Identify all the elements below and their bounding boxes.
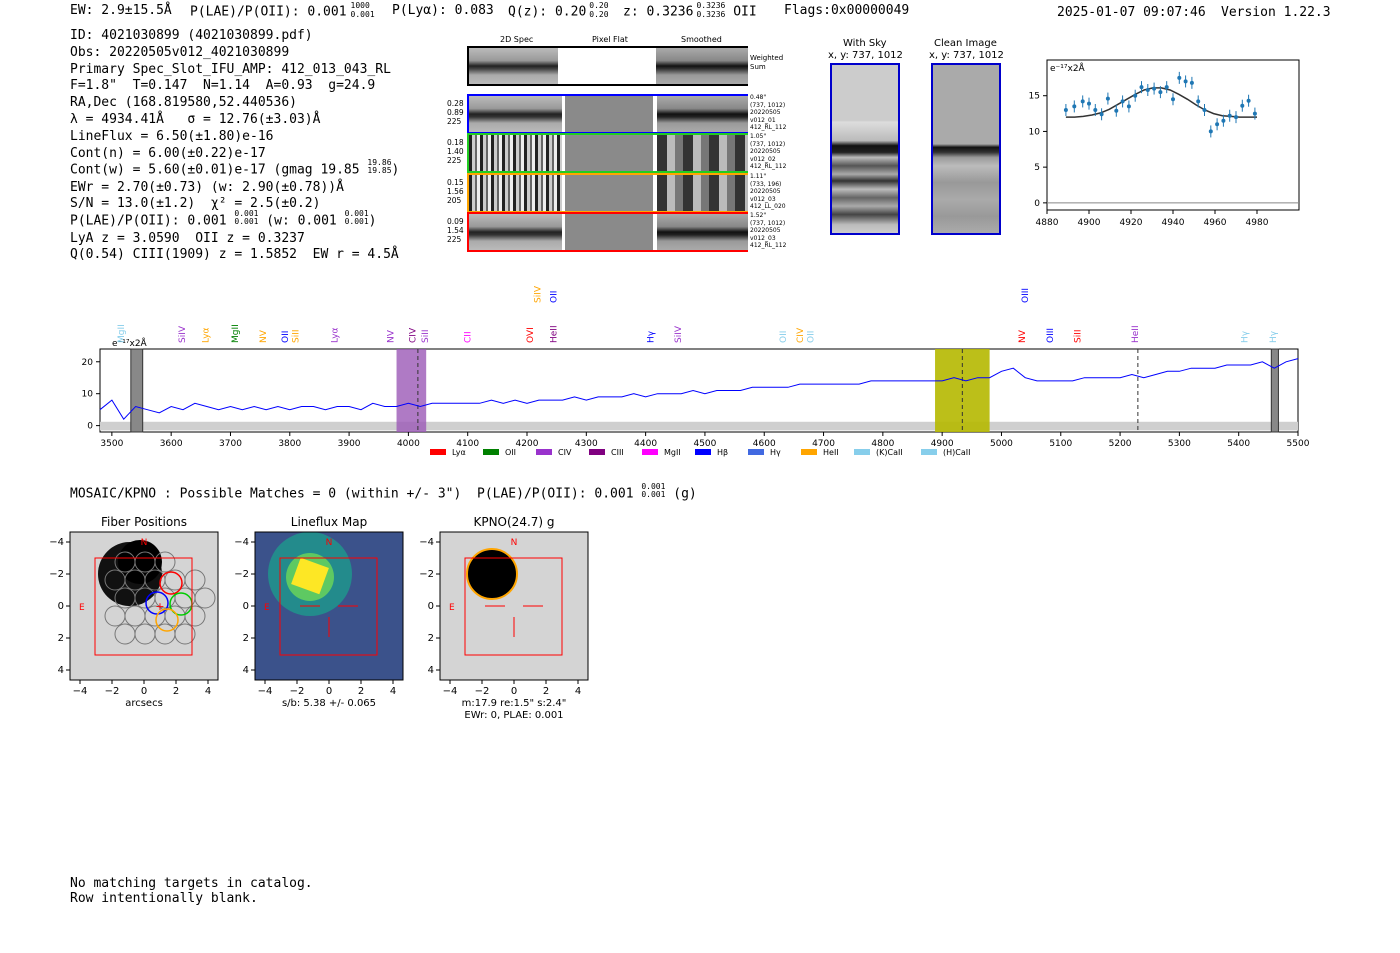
emission-line-label: Lyα [201, 327, 212, 343]
emission-line-label: SiII [1073, 329, 1084, 343]
stamp-title: Lineflux Map [290, 515, 368, 529]
stamp-y-tick-label: −2 [419, 569, 434, 580]
header-z-lo: 0.3236 [696, 10, 726, 19]
footer-line-1: No matching targets in catalog. [70, 876, 313, 891]
info-id: ID: 4021030899 (4021030899.pdf) [70, 28, 313, 43]
spectrum-x-tick-label: 5500 [1286, 439, 1310, 449]
zoom-data-point [1106, 97, 1110, 101]
emission-line-label: OII [549, 290, 560, 303]
stamp-y-tick-label: −4 [419, 537, 434, 548]
zoom-y-tick-label: 0 [1034, 198, 1040, 209]
header-qz-lo: 0.20 [589, 10, 609, 19]
header-ew: EW: 2.9±15.5Å [70, 3, 172, 18]
emission-line-label: SiIV [533, 285, 544, 303]
info-contn: Cont(n) = 6.00(±0.22)e-17 [70, 145, 266, 161]
zoom-data-point [1190, 81, 1194, 85]
legend-label: Hβ [717, 448, 729, 457]
spectrum-highlight-band [397, 349, 427, 432]
stamp-x-tick-label: −2 [474, 686, 490, 697]
emission-line-label: Hγ [1240, 330, 1251, 343]
header-flags: Flags:0x00000049 [784, 3, 910, 18]
stamp-background [440, 532, 588, 680]
matches-hi: 0.001 [641, 482, 666, 491]
legend-swatch [536, 449, 552, 455]
zoom-y-tick-label: 15 [1028, 91, 1040, 102]
stamp-y-tick-label: 4 [242, 665, 249, 676]
info-plae-w: (w: 0.001 [266, 213, 337, 229]
matches-line [70, 482, 697, 502]
legend-swatch [589, 449, 605, 455]
spectrum-x-tick-label: 3600 [159, 439, 183, 449]
center-plus: + [155, 600, 165, 613]
legend-swatch [642, 449, 658, 455]
stamp-xlabel: arcsecs [125, 698, 163, 709]
emission-line-label: OII [281, 330, 291, 343]
legend-swatch [430, 449, 446, 455]
spectrum-x-tick-label: 5000 [990, 439, 1013, 449]
north-label: N [140, 538, 148, 548]
stamp-title: KPNO(24.7) g [473, 515, 555, 529]
header-z-hi: 0.3236 [696, 1, 726, 10]
info-sn: S/N = 13.0(±1.2) χ² = 2.5(±0.2) [70, 196, 321, 212]
matches-text: MOSAIC/KPNO : Possible Matches = 0 (within +/- 3") P(LAE)/P(OII): 0.001 [70, 486, 634, 502]
legend-label: CIV [558, 448, 572, 457]
zoom-data-point [1234, 115, 1238, 119]
zoom-data-point [1184, 79, 1188, 83]
clean-image-title: Clean Image [934, 38, 997, 49]
spectrum-x-tick-label: 4800 [871, 439, 895, 449]
info-plae-w-hi: 0.001 [344, 209, 369, 219]
zoom-y-tick-label: 10 [1028, 127, 1040, 138]
info-block [70, 28, 399, 264]
spectrum-x-tick-label: 4000 [396, 439, 420, 449]
zoom-data-point [1228, 114, 1232, 118]
header-z-text: z: 0.3236 [623, 4, 694, 20]
north-label: N [325, 538, 333, 548]
legend-swatch [921, 449, 937, 455]
stamp-x-tick-label: 2 [542, 686, 550, 697]
zoom-data-point [1146, 88, 1150, 92]
emission-line-label: HeII [1130, 325, 1141, 343]
emission-line-label: MgII [116, 324, 127, 343]
emission-line-label: SiII [291, 329, 302, 343]
col-2d-spec: 2D Spec [500, 35, 534, 44]
stamp-y-tick-label: 0 [427, 601, 434, 612]
info-lineflux: LineFlux = 6.50(±1.80)e-16 [70, 128, 274, 144]
exposure-metadata: 0.48" (737, 1012) 20220505 v012_01 412_RL_112 [750, 94, 787, 131]
stamp-x-tick-label: −4 [72, 686, 88, 697]
zoom-x-tick-label: 4960 [1203, 218, 1227, 228]
zoom-data-point [1171, 97, 1175, 101]
exposure-values: 0.28 0.89 225 [447, 99, 464, 126]
exposure-2d-cell [469, 214, 562, 250]
zoom-data-point [1064, 108, 1068, 112]
stamp-y-tick-label: 4 [57, 665, 64, 676]
spectrum-x-tick-label: 3500 [100, 439, 124, 449]
spectrum-x-tick-label: 5100 [1049, 439, 1073, 449]
emission-line-label: HeII [549, 325, 560, 343]
legend-swatch [748, 449, 764, 455]
spectrum-x-tick-label: 4300 [574, 439, 598, 449]
zoom-data-point [1152, 87, 1156, 91]
exposure-values: 0.18 1.40 225 [447, 138, 464, 165]
info-primary: Primary Spec_Slot_IFU_AMP: 412_013_043_RL [70, 61, 391, 77]
source-blob [467, 549, 517, 599]
emission-line-label: CIV [408, 327, 419, 343]
zoom-unit-label: e⁻¹⁷x2Å [1050, 64, 1085, 74]
stamp-x-tick-label: 4 [574, 686, 582, 697]
stamp-x-tick-label: −4 [257, 686, 273, 697]
with-sky-title: With Sky [843, 38, 887, 49]
emission-line-label: SiIV [177, 325, 188, 343]
exposure-flat-cell [565, 135, 653, 171]
exposure-2d-cell [469, 175, 562, 211]
stamp-y-tick-label: 2 [242, 633, 249, 644]
exposure-values: 0.15 1.56 205 [447, 178, 464, 205]
stamp-xlabel-2: EWr: 0, PLAE: 0.001 [464, 710, 564, 721]
stamp-y-tick-label: −4 [234, 537, 249, 548]
stamp-x-tick-label: 0 [510, 686, 518, 697]
spectrum-x-tick-label: 3700 [219, 439, 242, 449]
zoom-data-point [1121, 99, 1125, 103]
spectrum-y-tick-label: 20 [81, 357, 93, 368]
weighted-sum-label: Weighted Sum [750, 54, 784, 71]
spectrum-x-tick-label: 5200 [1108, 439, 1132, 449]
zoom-x-tick-label: 4900 [1077, 218, 1101, 228]
matches-lo: 0.001 [641, 490, 666, 499]
legend-label: CIII [611, 448, 624, 457]
east-label: E [264, 603, 270, 613]
info-plae-lo: 0.001 [234, 217, 259, 227]
emission-line-label: Hγ [646, 330, 657, 343]
stamp-y-tick-label: 0 [57, 601, 64, 612]
stamp-y-tick-label: 2 [427, 633, 434, 644]
stamp-xlabel: s/b: 5.38 +/- 0.065 [281, 698, 377, 709]
stamp-y-tick-label: 4 [427, 665, 434, 676]
spectrum-masked-region [131, 349, 143, 432]
info-plae-w-lo: 0.001 [344, 217, 369, 227]
weighted-2d-cell [469, 48, 558, 84]
info-contw-hi: 19.86 [367, 158, 392, 168]
exposure-values: 0.09 1.54 225 [447, 217, 464, 244]
zoom-data-point [1087, 102, 1091, 106]
info-lambda: λ = 4934.41Å σ = 12.76(±3.03)Å [70, 111, 321, 127]
spectrum-y-tick-label: 10 [81, 389, 93, 400]
stamp-panel [419, 515, 588, 721]
legend-label: Hγ [770, 448, 781, 457]
emission-line-label: Hγ [1269, 330, 1280, 343]
emission-line-label: OVI [526, 327, 536, 343]
zoom-data-point [1177, 76, 1181, 80]
stamp-x-tick-label: −4 [442, 686, 458, 697]
emission-line-label: NV [259, 330, 270, 343]
info-ciii: Q(0.54) CIII(1909) z = 1.5852 EW r = 4.5Å [70, 247, 399, 263]
stamp-panel [49, 515, 218, 709]
info-contw-lo: 19.85 [367, 166, 392, 176]
info-fwhm: F=1.8" T=0.147 N=1.14 A=0.93 g=24.9 [70, 78, 376, 94]
zoom-data-point [1140, 85, 1144, 89]
zoom-data-point [1196, 99, 1200, 103]
info-ewr: EWr = 2.70(±0.73) (w: 2.90(±0.78))Å [70, 179, 344, 195]
spectrum-x-tick-label: 4100 [456, 439, 480, 449]
zoom-data-point [1209, 129, 1213, 133]
spectrum-unit-label: e⁻¹⁷x2Å [112, 339, 147, 349]
east-label: E [449, 603, 455, 613]
with-sky-xy: x, y: 737, 1012 [828, 50, 903, 61]
stamp-x-tick-label: −2 [104, 686, 120, 697]
zoom-data-point [1253, 112, 1257, 116]
legend-swatch [695, 449, 711, 455]
header-timestamp: 2025-01-07 09:07:46 [1057, 5, 1206, 20]
stamp-x-tick-label: 4 [389, 686, 397, 697]
emission-line-label: NV [1018, 330, 1029, 343]
exposure-strip [467, 212, 748, 252]
legend-label: OII [505, 448, 517, 457]
spectrum-x-tick-label: 4600 [752, 439, 776, 449]
col-pixel-flat: Pixel Flat [592, 35, 628, 44]
clean-image [931, 63, 1001, 235]
header-qz [508, 3, 609, 21]
footer-line-2: Row intentionally blank. [70, 891, 258, 906]
stamp-y-tick-label: 0 [242, 601, 249, 612]
zoom-data-point [1215, 122, 1219, 126]
exposure-flat-cell [565, 96, 653, 132]
spectrum-x-tick-label: 4200 [515, 439, 539, 449]
legend-swatch [854, 449, 870, 455]
legend-label: MgII [664, 448, 681, 457]
emission-line-label: OIII [1021, 287, 1032, 303]
info-plae: P(LAE)/P(OII): 0.001 0.001 0.001 (w: 0.001 0.001 0.001 ) [70, 209, 377, 229]
header-plya: P(Lyα): 0.083 [392, 3, 494, 18]
exposure-strip [467, 173, 748, 213]
info-contw-text: Cont(w) = 5.60(±0.01)e-17 (gmag 19.85 [70, 162, 360, 178]
exposure-flat-cell [565, 214, 653, 250]
exposure-2d-cell [469, 96, 562, 132]
header-plae [190, 3, 375, 21]
legend-label: (K)CaII [876, 448, 903, 457]
zoom-data-point [1100, 112, 1104, 116]
emission-line-label: SiII [421, 329, 431, 343]
stamp-y-tick-label: −2 [234, 569, 249, 580]
col-smoothed: Smoothed [681, 35, 722, 44]
zoom-x-tick-label: 4980 [1245, 218, 1269, 228]
exposure-flat-cell [565, 175, 653, 211]
spectrum-x-tick-label: 5400 [1227, 439, 1251, 449]
exposure-smooth-cell [657, 96, 748, 132]
full-spectrum-chart [70, 275, 1320, 465]
zoom-data-point [1127, 104, 1131, 108]
header-plae-hi: 1000 [350, 1, 370, 10]
exposure-strip [467, 94, 748, 134]
spectrum-masked-region [1271, 349, 1278, 432]
zoom-x-tick-label: 4920 [1119, 218, 1143, 228]
spectrum-plot-frame [100, 349, 1298, 432]
stamp-y-tick-label: −4 [49, 537, 64, 548]
exposure-metadata: 1.11" (733, 196) 20220505 v012_03 412_LL_020 [750, 173, 786, 210]
spectrum-x-tick-label: 3900 [337, 439, 361, 449]
header-qz-hi: 0.20 [589, 1, 609, 10]
info-lya-z: LyA z = 3.0590 OII z = 0.3237 [70, 230, 305, 246]
zoom-data-point [1158, 90, 1162, 94]
exposure-smooth-cell [657, 135, 748, 171]
with-sky-image [830, 63, 900, 235]
imaging-stamps [50, 510, 610, 725]
stamp-x-tick-label: 0 [325, 686, 333, 697]
emission-line-label: NV [386, 330, 397, 343]
zoom-data-point [1072, 104, 1076, 108]
stamp-x-tick-label: 0 [140, 686, 148, 697]
zoom-data-point [1133, 94, 1137, 98]
weighted-sum-strip [467, 46, 748, 86]
header-version: Version 1.22.3 [1221, 5, 1331, 20]
stamp-x-tick-label: 4 [204, 686, 212, 697]
exposure-metadata: 1.52" (737, 1012) 20220505 v012_03 412_RL_112 [750, 212, 787, 249]
north-label: N [510, 538, 518, 548]
zoom-data-point [1203, 108, 1207, 112]
zoom-data-point [1240, 104, 1244, 108]
stamp-title: Fiber Positions [100, 515, 188, 529]
emission-line-label: MgII [231, 324, 242, 343]
header-z-line: OII [733, 4, 757, 20]
exposure-2d-cell [469, 135, 562, 171]
stamp-x-tick-label: 2 [357, 686, 365, 697]
emission-line-label: OII [806, 330, 817, 343]
spectrum-x-tick-label: 4700 [812, 439, 835, 449]
header-plae-lo: 0.001 [350, 10, 375, 19]
info-radec: RA,Dec (168.819580,52.440536) [70, 95, 297, 111]
stamp-y-tick-label: 2 [57, 633, 64, 644]
zoom-data-point [1247, 99, 1251, 103]
zoom-y-tick-label: 5 [1034, 163, 1040, 174]
zoom-fit-chart [1030, 55, 1340, 230]
stamp-xlabel: m:17.9 re:1.5" s:2.4" [461, 698, 567, 709]
spectrum-x-tick-label: 4500 [693, 439, 717, 449]
matches-suffix: (g) [673, 486, 697, 502]
stamp-x-tick-label: −2 [289, 686, 305, 697]
emission-line-label: Lyα [330, 327, 341, 343]
weighted-smooth-cell [656, 48, 748, 84]
zoom-data-point [1165, 85, 1169, 89]
zoom-x-tick-label: 4940 [1161, 218, 1185, 228]
spectrum-x-tick-label: 5300 [1167, 439, 1191, 449]
zoom-plot-frame [1047, 60, 1299, 210]
stamp-x-tick-label: 2 [172, 686, 180, 697]
header-z [623, 3, 757, 21]
exposure-smooth-cell [657, 214, 748, 250]
info-plae-hi: 0.001 [234, 209, 259, 219]
weighted-flat-cell [558, 48, 656, 84]
zoom-data-point [1093, 108, 1097, 112]
exposure-metadata: 1.05" (737, 1012) 20220505 v012_02 412_RL_112 [750, 133, 787, 170]
zoom-x-tick-label: 4880 [1035, 218, 1059, 228]
legend-label: HeII [823, 448, 839, 457]
legend-label: (H)CaII [943, 448, 971, 457]
clean-image-xy: x, y: 737, 1012 [929, 50, 1004, 61]
emission-line-label: OII [779, 330, 790, 343]
stamp-y-tick-label: −2 [49, 569, 64, 580]
emission-line-label: CIV [795, 327, 806, 343]
info-contw: Cont(w) = 5.60(±0.01)e-17 (gmag 19.85 19.86 19.85 ) [70, 158, 400, 178]
zoom-data-point [1114, 109, 1118, 113]
spectrum-x-tick-label: 3800 [278, 439, 302, 449]
east-label: E [79, 603, 85, 613]
exposure-strip [467, 133, 748, 173]
zoom-data-point [1221, 119, 1225, 123]
info-plae-text: P(LAE)/P(OII): 0.001 [70, 213, 227, 229]
legend-label: Lyα [452, 448, 466, 457]
spectrum-noise-band [100, 422, 1298, 431]
legend-swatch [801, 449, 817, 455]
info-obs: Obs: 20220505v012_4021030899 [70, 44, 290, 60]
exposure-smooth-cell [657, 175, 748, 211]
stamp-panel [234, 515, 403, 709]
emission-line-label: OIII [1046, 327, 1057, 343]
header-plae-text: P(LAE)/P(OII): 0.001 [190, 4, 347, 20]
spectrum-x-tick-label: 4400 [634, 439, 658, 449]
emission-line-label: SiIV [674, 325, 685, 343]
spectrum-x-tick-label: 4900 [930, 439, 954, 449]
header-qz-text: Q(z): 0.20 [508, 4, 587, 20]
legend-swatch [483, 449, 499, 455]
emission-line-label: CII [463, 331, 474, 343]
zoom-data-point [1081, 99, 1085, 103]
spectrum-y-tick-label: 0 [87, 421, 93, 432]
